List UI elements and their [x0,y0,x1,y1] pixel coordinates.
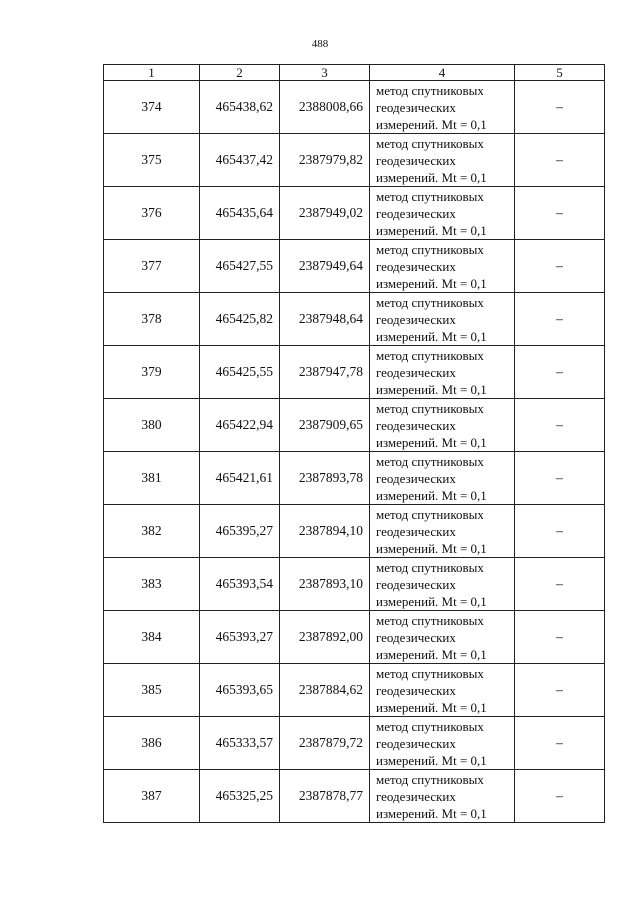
table-row [104,346,605,399]
note-cell: – [515,770,605,823]
table-row [104,664,605,717]
point-number: 383 [104,558,200,611]
coordinate-y: 2387909,65 [280,399,370,452]
method-line: метод спутниковых [376,136,484,151]
note-cell: – [515,558,605,611]
method-cell [370,399,515,452]
method-cell [370,346,515,399]
method-line: метод спутниковых [376,83,484,98]
method-line: геодезических [376,577,456,592]
table-body [104,81,605,823]
method-cell [370,717,515,770]
method-cell [370,452,515,505]
coordinate-y: 2387879,72 [280,717,370,770]
method-cell [370,558,515,611]
coordinate-y: 2387878,77 [280,770,370,823]
method-line: геодезических [376,471,456,486]
coordinate-y: 2387894,10 [280,505,370,558]
method-line: геодезических [376,206,456,221]
method-line: измерений. Mt = 0,1 [376,753,487,768]
method-line: метод спутниковых [376,719,484,734]
note-cell: – [515,611,605,664]
method-line: измерений. Mt = 0,1 [376,223,487,238]
coordinate-y: 2387979,82 [280,134,370,187]
table-row [104,187,605,240]
method-line: метод спутниковых [376,454,484,469]
method-cell [370,770,515,823]
method-line: метод спутниковых [376,666,484,681]
point-number: 376 [104,187,200,240]
method-line: измерений. Mt = 0,1 [376,276,487,291]
note-cell: – [515,240,605,293]
coordinate-y: 2387948,64 [280,293,370,346]
point-number: 386 [104,717,200,770]
method-cell [370,134,515,187]
method-line: измерений. Mt = 0,1 [376,329,487,344]
point-number: 374 [104,81,200,134]
method-line: измерений. Mt = 0,1 [376,806,487,821]
point-number: 378 [104,293,200,346]
method-cell [370,187,515,240]
coordinate-y: 2387893,78 [280,452,370,505]
coordinate-x: 465425,82 [200,293,280,346]
point-number: 375 [104,134,200,187]
method-cell [370,240,515,293]
method-cell [370,505,515,558]
method-line: измерений. Mt = 0,1 [376,541,487,556]
note-cell: – [515,505,605,558]
method-line: измерений. Mt = 0,1 [376,594,487,609]
table-row [104,611,605,664]
point-number: 379 [104,346,200,399]
note-cell: – [515,134,605,187]
note-cell: – [515,664,605,717]
method-line: метод спутниковых [376,295,484,310]
coordinate-x: 465395,27 [200,505,280,558]
method-line: геодезических [376,418,456,433]
table-header [104,65,605,81]
coordinates-table [103,64,605,823]
coordinate-x: 465421,61 [200,452,280,505]
coordinate-x: 465438,62 [200,81,280,134]
method-cell [370,81,515,134]
table-row [104,399,605,452]
method-line: измерений. Mt = 0,1 [376,170,487,185]
coordinate-y: 2387892,00 [280,611,370,664]
method-line: измерений. Mt = 0,1 [376,647,487,662]
coordinate-y: 2388008,66 [280,81,370,134]
method-line: измерений. Mt = 0,1 [376,117,487,132]
header-col-2: 2 [200,65,280,81]
header-col-3: 3 [280,65,370,81]
method-line: измерений. Mt = 0,1 [376,382,487,397]
note-cell: – [515,187,605,240]
note-cell: – [515,399,605,452]
method-line: геодезических [376,630,456,645]
coordinate-x: 465333,57 [200,717,280,770]
header-col-5: 5 [515,65,605,81]
method-line: геодезических [376,365,456,380]
note-cell: – [515,293,605,346]
coordinate-x: 465325,25 [200,770,280,823]
method-line: измерений. Mt = 0,1 [376,488,487,503]
method-line: измерений. Mt = 0,1 [376,435,487,450]
table-row [104,770,605,823]
method-line: метод спутниковых [376,613,484,628]
coordinate-y: 2387893,10 [280,558,370,611]
coordinate-y: 2387884,62 [280,664,370,717]
method-line: геодезических [376,312,456,327]
point-number: 381 [104,452,200,505]
coordinate-x: 465393,54 [200,558,280,611]
table-row [104,452,605,505]
method-line: метод спутниковых [376,560,484,575]
method-line: геодезических [376,153,456,168]
method-line: геодезических [376,789,456,804]
coordinate-x: 465422,94 [200,399,280,452]
method-line: метод спутниковых [376,242,484,257]
note-cell: – [515,346,605,399]
coordinate-x: 465435,64 [200,187,280,240]
coordinate-y: 2387947,78 [280,346,370,399]
method-cell [370,293,515,346]
point-number: 377 [104,240,200,293]
header-col-4: 4 [370,65,515,81]
note-cell: – [515,452,605,505]
table-row [104,293,605,346]
method-line: геодезических [376,524,456,539]
method-line: метод спутниковых [376,507,484,522]
method-line: метод спутниковых [376,189,484,204]
point-number: 385 [104,664,200,717]
table-row [104,558,605,611]
method-line: метод спутниковых [376,401,484,416]
coordinate-x: 465393,65 [200,664,280,717]
method-line: измерений. Mt = 0,1 [376,700,487,715]
table-row [104,505,605,558]
method-line: геодезических [376,100,456,115]
point-number: 387 [104,770,200,823]
point-number: 384 [104,611,200,664]
table-row [104,81,605,134]
coordinate-y: 2387949,02 [280,187,370,240]
coordinate-x: 465393,27 [200,611,280,664]
page-number: 488 [311,38,329,50]
method-cell [370,611,515,664]
table-row [104,240,605,293]
method-line: геодезических [376,259,456,274]
coordinate-x: 465425,55 [200,346,280,399]
note-cell: – [515,81,605,134]
coordinate-x: 465427,55 [200,240,280,293]
method-line: геодезических [376,683,456,698]
coordinate-x: 465437,42 [200,134,280,187]
header-col-1: 1 [104,65,200,81]
method-cell [370,664,515,717]
method-line: метод спутниковых [376,348,484,363]
table-row [104,134,605,187]
table-row [104,717,605,770]
point-number: 382 [104,505,200,558]
method-line: метод спутниковых [376,772,484,787]
point-number: 380 [104,399,200,452]
method-line: геодезических [376,736,456,751]
note-cell: – [515,717,605,770]
coordinate-y: 2387949,64 [280,240,370,293]
